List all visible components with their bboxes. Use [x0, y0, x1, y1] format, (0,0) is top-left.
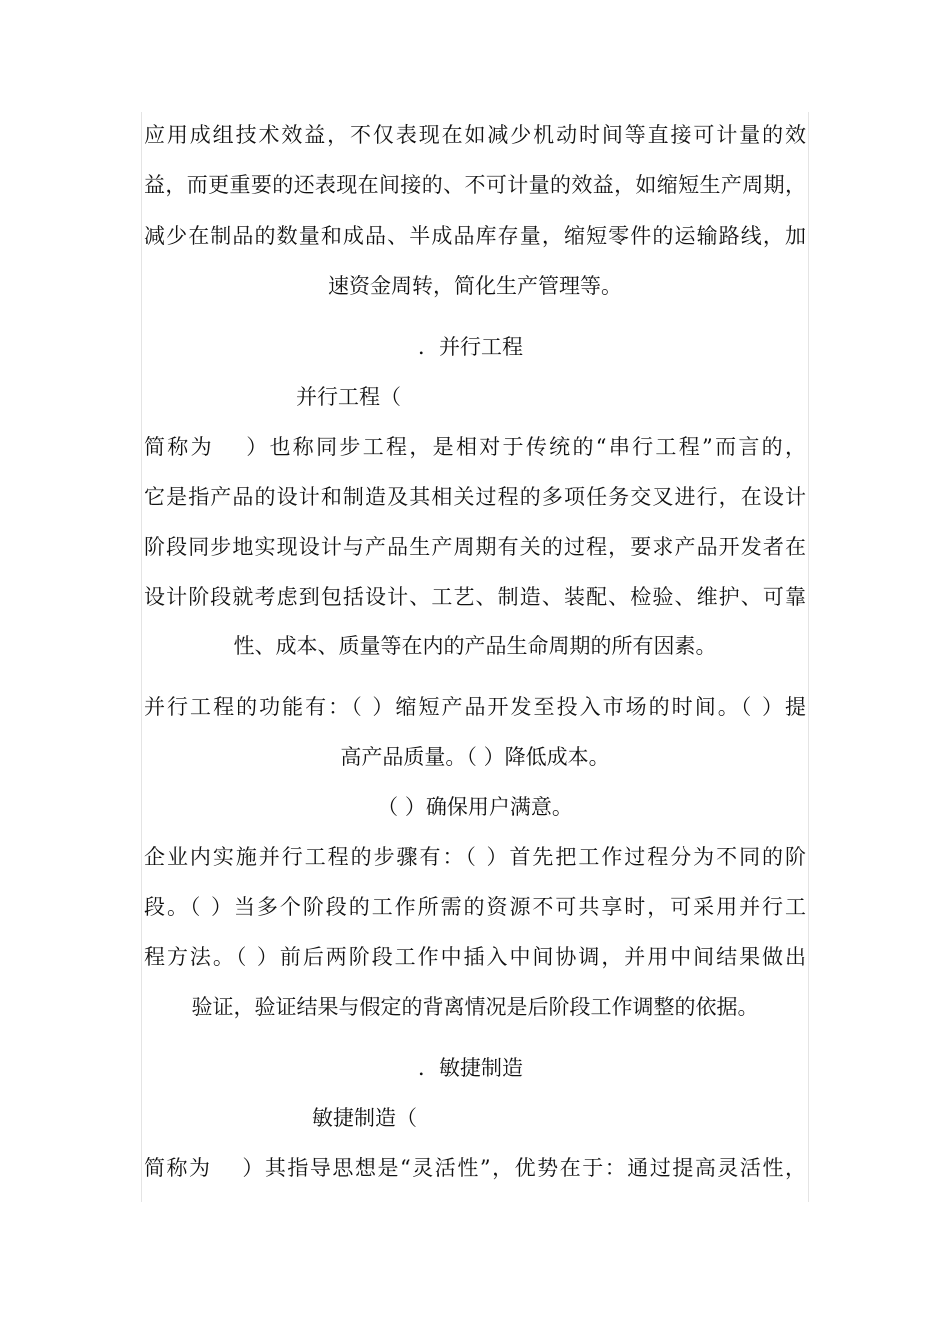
paragraph-line: 并行工程的功能有：（ ）缩短产品开发至投入市场的时间。（ ）提 — [144, 695, 806, 719]
paragraph-line: 性、成本、质量等在内的产品生命周期的所有因素。 — [233, 634, 717, 658]
section-heading-concurrent-engineering: ．并行工程 — [418, 335, 523, 359]
paragraph-line: 应用成组技术效益，不仅表现在如减少机动时间等直接可计量的效 — [144, 123, 806, 147]
paragraph-line: 阶段同步地实现设计与产品生产周期有关的过程，要求产品开发者在 — [144, 535, 806, 559]
paragraph-line: 企业内实施并行工程的步骤有：（ ）首先把工作过程分为不同的阶 — [144, 845, 806, 869]
paragraph-line: 敏捷制造（ — [312, 1106, 417, 1130]
page-border-left — [141, 112, 142, 1202]
paragraph-line: 减少在制品的数量和成品、半成品库存量，缩短零件的运输路线，加 — [144, 224, 806, 248]
page-border-right — [808, 112, 809, 1202]
paragraph-line: 高产品质量。（ ）降低成本。 — [340, 745, 610, 769]
paragraph-line: 程方法。（ ）前后两阶段工作中插入中间协调，并用中间结果做出 — [144, 945, 806, 969]
paragraph-line: 设计阶段就考虑到包括设计、工艺、制造、装配、检验、维护、可靠 — [144, 585, 806, 609]
paragraph-line: 简称为 ）其指导思想是“灵活性”，优势在于：通过提高灵活性， — [144, 1156, 806, 1180]
paragraph-line: 并行工程（ — [296, 385, 401, 409]
paragraph-line: 验证，验证结果与假定的背离情况是后阶段工作调整的依据。 — [191, 995, 759, 1019]
paragraph-line: 益，而更重要的还表现在间接的、不可计量的效益，如缩短生产周期， — [144, 173, 806, 197]
paragraph-line: 速资金周转，简化生产管理等。 — [328, 274, 622, 298]
paragraph-line: 简称为 ）也称同步工程，是相对于传统的“串行工程”而言的， — [144, 435, 806, 459]
paragraph-line: （ ）确保用户满意。 — [377, 795, 573, 819]
section-heading-agile-manufacturing: ．敏捷制造 — [418, 1056, 523, 1080]
paragraph-line: 段。（ ）当多个阶段的工作所需的资源不可共享时，可采用并行工 — [144, 895, 806, 919]
paragraph-line: 它是指产品的设计和制造及其相关过程的多项任务交叉进行，在设计 — [144, 485, 806, 509]
